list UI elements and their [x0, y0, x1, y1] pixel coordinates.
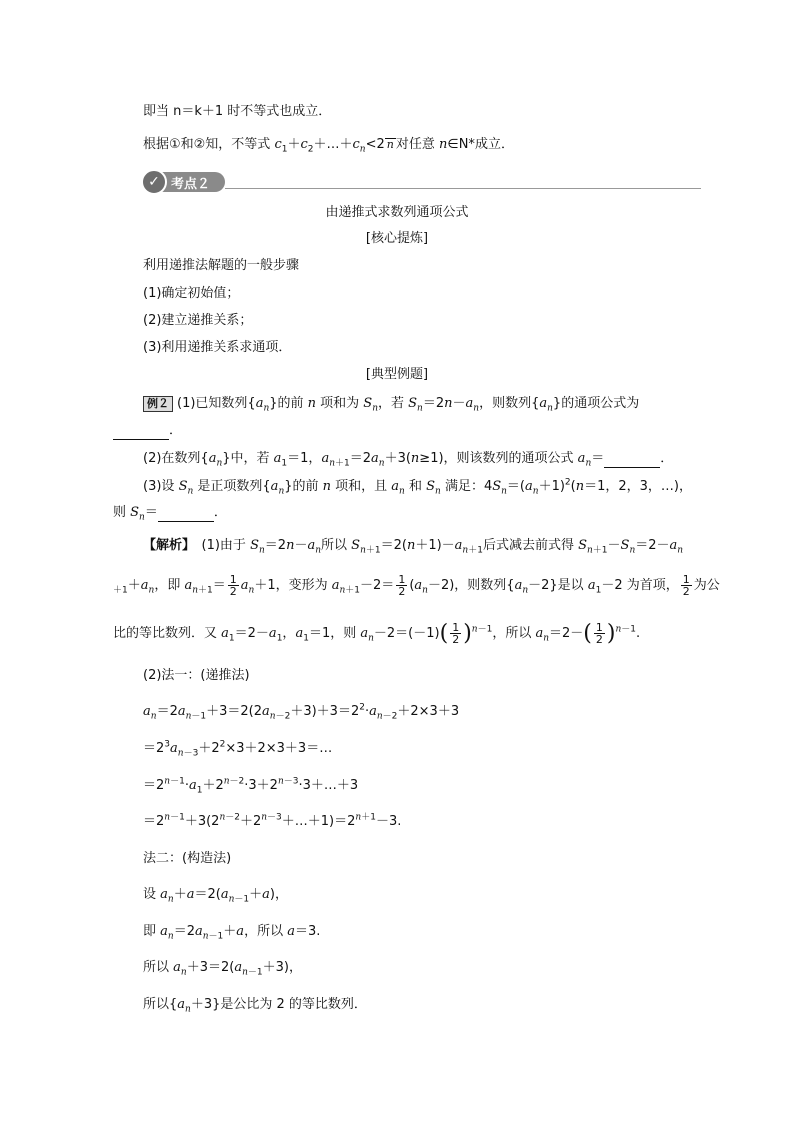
example-line: ． [113, 422, 182, 440]
text-line: 根据①和②知，不等式 $c_1+c_2+\dots+c_n<2$ n 对任意 n∈N*成立． [143, 137, 514, 155]
solution-line: 比的等比数列．又 $a_1=2-a_1$，$a_1=1$，则 $a_n-2=(-1)$( $\frac{1}{2}$ )$^{n-1}$，所以 $a_n=2-$( $\frac{1}{2}$ )$^{n-1}$. [113, 620, 641, 646]
example-line: 例２ (1)已知数列$\{a_n\}$的前 n 项和为 $S_n$，若 $S_n=2n-a_n$，则数列$\{a_n\}$的通项公式为 [143, 395, 639, 413]
math-line: $=2^3a_{n-3}+2^2\times 3+2\times 3+3=\dots$ [143, 739, 333, 759]
solution-tag: 【解析】 [143, 538, 189, 553]
math-line: $=2^{n-1}+3(2^{n-2}+2^{n-3}+\dots+1)=2^{n+1}-3$. [143, 812, 402, 829]
math-line: 即 $a_n=2a_{n-1}+a$，所以 a＝3. [143, 924, 321, 942]
method-heading: (2)法一：(递推法) [143, 668, 250, 683]
step-item: (3)利用递推关系求通项． [143, 340, 292, 355]
math-line: 所以$\{a_n+3\}$是公比为 2 的等比数列． [143, 997, 367, 1015]
solution-line: $_{+1}+a_n$，即 $a_{n+1}=$ $\frac{1}{2}$ $a_n+1$，变形为 $a_{n+1}-2=$ $\frac{1}{2}$ $(a_n-2)$，则数列$\{a_n-2\}$是以 $a_1-2$ 为首项， $\frac{1}{2}$ 为公 [113, 573, 720, 598]
divider [225, 188, 701, 189]
math-line: 所以 $a_n+3=2(a_{n-1}+3)$， [143, 960, 302, 978]
answer-blank [113, 425, 169, 440]
section-badge: ✓ 考点２ [143, 172, 225, 192]
answer-blank [158, 507, 214, 522]
example-line: (2)在数列$\{a_n\}$中，若 $a_1=1$，$a_{n+1}=2a_n+3(n\ge 1)$，则该数列的通项公式 $a_n=$ ． [143, 451, 674, 469]
answer-blank [604, 453, 660, 468]
example-tag: 例２ [143, 396, 173, 412]
step-item: (2)建立递推关系； [143, 313, 253, 328]
text-line: 即当 n＝k＋1 时不等式也成立． [143, 104, 332, 119]
math-line: $=2^{n-1}\cdot a_1+2^{n-2}\cdot 3+2^{n-3}\cdot 3+\dots+3$ [143, 776, 359, 796]
checkmark-icon: ✓ [141, 169, 167, 195]
intro-text: 利用递推法解题的一般步骤 [143, 258, 300, 273]
math-line: 设 $a_n+a=2(a_{n-1}+a)$， [143, 887, 288, 905]
math-line: $a_n=2a_{n-1}+3=2(2a_{n-2}+3)+3=2^2\cdot a_{n-2}+2\times 3+3$ [143, 702, 460, 722]
example-line: (3)设 $S_n$ 是正项数列$\{a_n\}$的前 n 项和，且 $a_n$ 和 $S_n$ 满足：$4S_n=(a_n+1)^2(n=1$，2，3，…)， [143, 477, 692, 497]
step-item: (1)确定初始值； [143, 286, 240, 301]
section-heading: 由递推式求数列通项公式 [325, 205, 469, 220]
solution-line: 【解析】 (1)由于 $S_n=2n-a_n$所以 $S_{n+1}=2(n+1)-a_{n+1}$后式减去前式得 $S_{n+1}-S_n=2-a_n$ [143, 538, 684, 556]
subheading: [典型例题] [365, 367, 429, 382]
subheading: [核心提炼] [365, 231, 429, 246]
method-heading: 法二：(构造法) [143, 851, 232, 866]
example-line: 则 $S_n=$ ． [113, 505, 227, 523]
